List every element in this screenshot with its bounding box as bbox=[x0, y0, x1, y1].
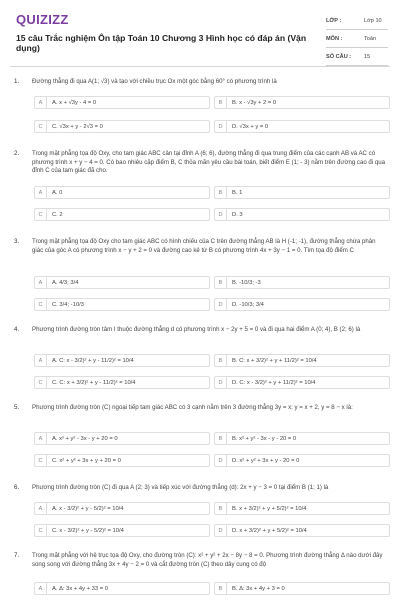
question-text: Trong mặt phẳng với hệ trục tọa độ Oxy, cho đường tròn (C): x² + y² + 2x − 8y − 8 = 0. Phương trình đường thẳng Δ nào dưới đây song song với đường thẳng 3x + 4y − 2 = 0 và cắt đường tròn (C) theo dây cung có độ bbox=[32, 552, 383, 568]
header bbox=[0, 0, 400, 70]
option-text: D. x² + y² + 3x + y - 20 = 0 bbox=[232, 457, 300, 464]
option-d[interactable] bbox=[214, 208, 390, 221]
quizizz-logo: QUIZIZZ bbox=[16, 12, 69, 27]
option-letter: A bbox=[35, 502, 47, 515]
question-number: 3. bbox=[14, 238, 20, 245]
option-d[interactable] bbox=[214, 376, 390, 389]
question-text: Phương trình đường tròn tâm I thuộc đường thẳng d có phương trình x − 2y + 5 = 0 và đi qua hai điểm A (0; 4), B (2; 6) là bbox=[32, 326, 361, 333]
option-letter: D bbox=[215, 208, 227, 221]
option-d[interactable] bbox=[214, 298, 390, 311]
meta-row-class bbox=[326, 12, 388, 30]
meta-value: Lớp 10 bbox=[364, 17, 382, 24]
meta-key: MÔN : bbox=[326, 35, 343, 42]
option-letter: C bbox=[35, 120, 47, 133]
option-a[interactable] bbox=[34, 186, 210, 199]
option-letter: B bbox=[215, 582, 227, 595]
option-text: C. 3/4; -10/3 bbox=[52, 301, 84, 308]
option-b[interactable] bbox=[214, 276, 390, 289]
option-text: A. Δ: 3x + 4y + 33 = 0 bbox=[52, 585, 108, 592]
document-meta bbox=[326, 12, 388, 66]
option-d[interactable] bbox=[214, 524, 390, 537]
question-number: 7. bbox=[14, 552, 20, 559]
option-text: B. -10/3; -3 bbox=[232, 279, 261, 286]
option-letter: C bbox=[35, 208, 47, 221]
option-b[interactable] bbox=[214, 582, 390, 595]
question-number: 6. bbox=[14, 484, 20, 491]
option-letter: A bbox=[35, 582, 47, 595]
option-text: B. x² + y² - 3x - y - 20 = 0 bbox=[232, 435, 297, 442]
option-d[interactable] bbox=[214, 454, 390, 467]
question-text: Trong mặt phẳng tọa độ Oxy, cho tam giác ABC cân tại đỉnh A (6; 6), đường thẳng đi qua trung điểm của các cạnh AB và AC có phương trình x + y − 4 = 0. Có bao nhiêu cặp điểm B, C thỏa mãn yêu cầu bài toán, biết điểm E (1; - 3) nằm trên đường cao đi qua đỉnh C của tam giác đã cho. bbox=[32, 150, 386, 175]
option-letter: D bbox=[215, 524, 227, 537]
option-text: A. C: x - 3/2)² + y - 11/2)² = 10/4 bbox=[52, 357, 134, 364]
meta-value: Toán bbox=[364, 35, 377, 42]
option-letter: D bbox=[215, 454, 227, 467]
option-text: D. √3x + y = 0 bbox=[232, 123, 269, 130]
option-letter: A bbox=[35, 96, 47, 109]
option-letter: B bbox=[215, 186, 227, 199]
option-c[interactable] bbox=[34, 120, 210, 133]
question-number: 1. bbox=[14, 78, 20, 85]
option-c[interactable] bbox=[34, 298, 210, 311]
option-letter: A bbox=[35, 432, 47, 445]
option-text: C. x² + y² + 3x + y + 20 = 0 bbox=[52, 457, 121, 464]
option-letter: A bbox=[35, 354, 47, 367]
option-b[interactable] bbox=[214, 432, 390, 445]
option-b[interactable] bbox=[214, 354, 390, 367]
option-letter: B bbox=[215, 354, 227, 367]
option-text: B. Δ: 3x + 4y + 3 = 0 bbox=[232, 585, 285, 592]
question-text: Đường thẳng đi qua A(1; √3) và tạo với chiều trục Ox một góc bằng 60° có phương trình là bbox=[32, 78, 277, 85]
option-text: A. x² + y² - 3x - y + 20 = 0 bbox=[52, 435, 118, 442]
option-d[interactable] bbox=[214, 120, 390, 133]
question-text: Trong mặt phẳng tọa độ Oxy cho tam giác ABC có hình chiếu của C trên đường thẳng AB là H (-1; -1), đường thẳng chứa phân giác của góc A có phương trình x − y + 2 = 0 và đường cao kẻ từ B có phương trình 4x + 3y − 1 = 0. Tìm tọa độ điểm C bbox=[32, 238, 376, 254]
meta-value: 15 bbox=[364, 53, 371, 60]
option-text: C. C: x + 3/2)² + y - 11/2)² = 10/4 bbox=[52, 379, 136, 386]
option-text: D. C: x - 3/2)² + y + 11/2)² = 10/4 bbox=[232, 379, 316, 386]
option-c[interactable] bbox=[34, 524, 210, 537]
question-number: 2. bbox=[14, 150, 20, 157]
option-letter: B bbox=[215, 432, 227, 445]
meta-row-subject bbox=[326, 30, 388, 48]
option-text: D. x + 3/2)² + y + 5/2)² = 10/4 bbox=[232, 527, 307, 534]
option-text: C. x - 3/2)² + y - 5/2)² = 10/4 bbox=[52, 527, 124, 534]
option-b[interactable] bbox=[214, 96, 390, 109]
option-text: D. 3 bbox=[232, 211, 243, 218]
option-text: B. 1 bbox=[232, 189, 243, 196]
option-c[interactable] bbox=[34, 454, 210, 467]
option-letter: D bbox=[215, 120, 227, 133]
option-letter: C bbox=[35, 454, 47, 467]
option-letter: C bbox=[35, 524, 47, 537]
option-c[interactable] bbox=[34, 376, 210, 389]
option-text: A. 0 bbox=[52, 189, 63, 196]
option-text: B. C: x + 3/2)² + y + 11/2)² = 10/4 bbox=[232, 357, 317, 364]
option-a[interactable] bbox=[34, 432, 210, 445]
option-a[interactable] bbox=[34, 582, 210, 595]
option-text: A. x + √3y - 4 = 0 bbox=[52, 99, 97, 106]
option-letter: B bbox=[215, 502, 227, 515]
option-a[interactable] bbox=[34, 354, 210, 367]
option-letter: B bbox=[215, 96, 227, 109]
meta-key: SỐ CÂU : bbox=[326, 53, 352, 60]
option-b[interactable] bbox=[214, 502, 390, 515]
option-letter: A bbox=[35, 276, 47, 289]
meta-row-count bbox=[326, 48, 388, 66]
question-text: Phương trình đường tròn (C) ngoại tiếp tam giác ABC có 3 cạnh nằm trên 3 đường thẳng 3y = x; y = x + 2, y = 8 − x là: bbox=[32, 404, 353, 411]
option-letter: D bbox=[215, 298, 227, 311]
option-letter: B bbox=[215, 276, 227, 289]
option-c[interactable] bbox=[34, 208, 210, 221]
option-text: B. x - √3y + 2 = 0 bbox=[232, 99, 277, 106]
meta-key: LỚP : bbox=[326, 17, 342, 24]
option-text: A. 4/3; 3/4 bbox=[52, 279, 79, 286]
document-title: 15 câu Trắc nghiệm Ôn tập Toán 10 Chương 3 Hình học có đáp án (Vận dụng) bbox=[16, 33, 307, 53]
question-number: 5. bbox=[14, 404, 20, 411]
option-letter: D bbox=[215, 376, 227, 389]
option-a[interactable] bbox=[34, 96, 210, 109]
option-a[interactable] bbox=[34, 276, 210, 289]
header-divider bbox=[10, 66, 390, 67]
question-text: Phương trình đường tròn (C) đi qua A (2; 3) và tiếp xúc với đường thẳng (d): 2x + y − 3 = 0 tại điểm B (1; 1) là bbox=[32, 484, 329, 491]
option-text: A. x - 3/2)² + y - 5/2)² = 10/4 bbox=[52, 505, 124, 512]
option-text: B. x + 3/2)² + y + 5/2)² = 10/4 bbox=[232, 505, 307, 512]
option-letter: C bbox=[35, 298, 47, 311]
option-text: D. -10/3; 3/4 bbox=[232, 301, 264, 308]
option-b[interactable] bbox=[214, 186, 390, 199]
option-text: C. 2 bbox=[52, 211, 63, 218]
option-letter: C bbox=[35, 376, 47, 389]
option-text: C. √3x + y - 2√3 = 0 bbox=[52, 123, 103, 130]
option-a[interactable] bbox=[34, 502, 210, 515]
option-letter: A bbox=[35, 186, 47, 199]
question-number: 4. bbox=[14, 326, 20, 333]
